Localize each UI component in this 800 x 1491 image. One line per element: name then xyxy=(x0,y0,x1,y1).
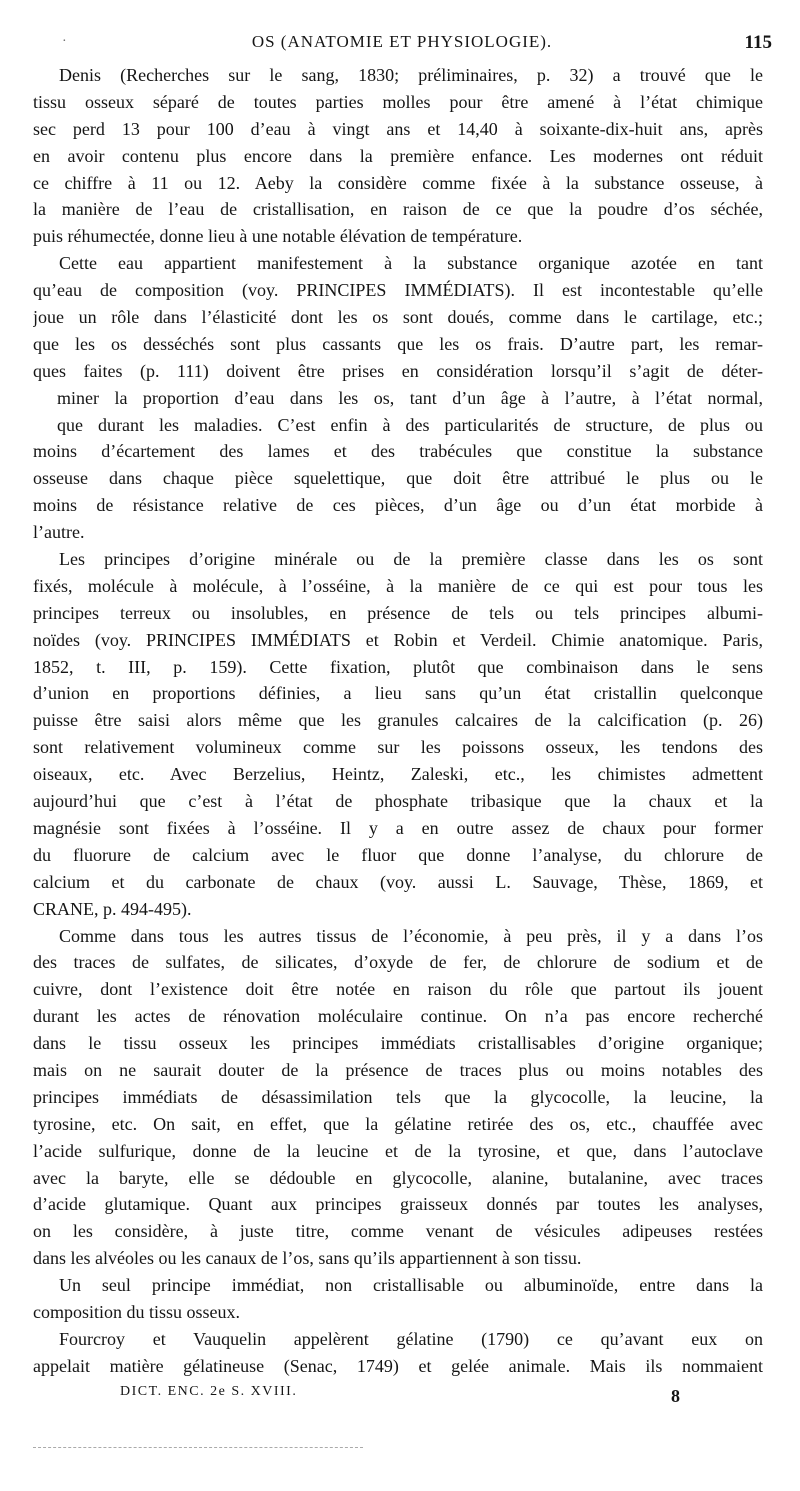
text-line: l’acide sulfurique, donne de la leucine et de la tyrosine, et que, dans l’autoclave xyxy=(33,1140,763,1161)
text-line: cuivre, dont l’existence doit être notée en raison du rôle que partout ils jouent xyxy=(33,979,763,1000)
running-header xyxy=(32,32,772,56)
text-line: moins de résistance relative de ces pièces, d’un âge ou d’un état morbide à xyxy=(33,495,763,516)
text-line: noïdes (voy. PRINCIPES IMMÉDIATS et Robin et Verdeil. Chimie anatomique. Paris, xyxy=(33,629,763,650)
text-line: du fluorure de calcium avec le fluor que donne l’analyse, du chlorure de xyxy=(33,844,763,865)
page-number: 115 xyxy=(744,32,772,53)
text-line: tyrosine, etc. On sait, en effet, que la gélatine retirée des os, etc., chauffée avec xyxy=(33,1113,763,1134)
text-line: la manière de l’eau de cristallisation, en raison de ce que la poudre d’os séchée, xyxy=(33,199,763,220)
text-line: oiseaux, etc. Avec Berzelius, Heintz, Zaleski, etc., les chimistes admettent xyxy=(33,764,763,785)
text-line: calcium et du carbonate de chaux (voy. aussi L. Sauvage, Thèse, 1869, et xyxy=(33,871,763,892)
text-line: dans les alvéoles ou les canaux de l’os, sans qu’ils appartiennent à son tissu. xyxy=(33,1248,582,1269)
page-footer xyxy=(120,1380,680,1410)
text-line: sec perd 13 pour 100 d’eau à vingt ans et 14,40 à soixante-dix-huit ans, après xyxy=(33,118,763,139)
text-line: tissu osseux séparé de toutes parties molles pour être amené à l’état chimique xyxy=(33,91,763,112)
text-line: puisse être saisi alors même que les granules calcaires de la calcification (p. 26) xyxy=(33,710,763,731)
text-line: qu’eau de composition (voy. PRINCIPES IMMÉDIATS). Il est incontestable qu’elle xyxy=(33,280,763,301)
text-line: moins d’écartement des lames et des trabécules que constitue la substance xyxy=(33,441,763,462)
header-dot: · xyxy=(62,34,67,49)
text-line: on les considère, à juste titre, comme venant de vésicules adipeuses restées xyxy=(33,1221,763,1242)
text-line: Comme dans tous les autres tissus de l’économie, à peu près, il y a dans l’os xyxy=(59,925,763,946)
text-line: Fourcroy et Vauquelin appelèrent gélatine (1790) ce qu’avant eux on xyxy=(59,1328,763,1349)
running-title: OS (ANATOMIE ET PHYSIOLOGIE). xyxy=(251,32,553,51)
text-line: Cette eau appartient manifestement à la substance organique azotée en tant xyxy=(59,253,763,274)
text-line: l’autre. xyxy=(33,522,85,543)
text-line: dans le tissu osseux les principes immédiats cristallisables d’origine organique; xyxy=(33,1033,763,1054)
text-line: ques faites (p. 111) doivent être prises en considération lorsqu’il s’agit de déter- xyxy=(33,360,763,381)
text-line: mais on ne saurait douter de la présence de traces plus ou moins notables des xyxy=(33,1059,763,1080)
text-line: sont relativement volumineux comme sur les poissons osseux, les tendons des xyxy=(33,737,763,758)
text-line: composition du tissu osseux. xyxy=(33,1301,241,1322)
text-line: des traces de sulfates, de silicates, d’oxyde de fer, de chlorure de sodium et de xyxy=(33,952,763,973)
text-line: osseuse dans chaque pièce squelettique, que doit être attribué le plus ou le xyxy=(33,468,763,489)
text-line: CRANE, p. 494-495). xyxy=(33,898,192,919)
text-line: appelait matière gélatineuse (Senac, 1749) et gelée animale. Mais ils nommaient xyxy=(33,1355,763,1376)
signature-mark: 8 xyxy=(671,1386,680,1406)
signature-line: DICT. ENC. 2e S. XVIII. xyxy=(120,1384,298,1399)
text-line: miner la proportion d’eau dans les os, tant d’un âge à l’autre, à l’état normal, xyxy=(57,387,763,408)
text-line: durant les actes de rénovation moléculaire continue. On n’a pas encore recherché xyxy=(33,1006,763,1027)
text-line: ce chiffre à 11 ou 12. Aeby la considère comme fixée à la substance osseuse, à xyxy=(33,172,763,193)
text-line: Un seul principe immédiat, non cristallisable ou albuminoïde, entre dans la xyxy=(59,1275,763,1296)
text-line: joue un rôle dans l’élasticité dont les os sont doués, comme dans le cartilage, etc.; xyxy=(33,307,763,328)
text-line: en avoir contenu plus encore dans la première enfance. Les modernes ont réduit xyxy=(33,145,763,166)
text-line: principes immédiats de désassimilation tels que la glycocolle, la leucine, la xyxy=(33,1086,763,1107)
text-line: magnésie sont fixées à l’osséine. Il y a en outre assez de chaux pour former xyxy=(33,817,763,838)
text-line: puis réhumectée, donne lieu à une notable élévation de température. xyxy=(33,226,523,247)
text-line: Denis (Recherches sur le sang, 1830; préliminaires, p. 32) a trouvé que le xyxy=(59,65,763,85)
text-line: d’union en proportions définies, a lieu sans qu’un état cristallin quelconque xyxy=(33,683,763,704)
text-line: principes terreux ou insolubles, en présence de tels ou tels principes albumi- xyxy=(33,602,763,623)
bottom-rule xyxy=(33,1447,363,1448)
text-line: que durant les maladies. C’est enfin à des particularités de structure, de plus ou xyxy=(57,414,763,435)
text-line: aujourd’hui que c’est à l’état de phosphate tribasique que la chaux et la xyxy=(33,791,763,812)
text-line: d’acide glutamique. Quant aux principes graisseux donnés par toutes les analyses, xyxy=(33,1194,763,1215)
text-line: fixés, molécule à molécule, à l’osséine, à la manière de ce qui est pour tous les xyxy=(33,575,763,596)
text-line: 1852, t. III, p. 159). Cette fixation, plutôt que combinaison dans le sens xyxy=(33,656,763,677)
text-line: Les principes d’origine minérale ou de la première classe dans les os sont xyxy=(59,549,763,570)
text-line: que les os desséchés sont plus cassants que les os frais. D’autre part, les remar- xyxy=(33,333,763,354)
text-body xyxy=(33,62,763,1380)
text-line: avec la baryte, elle se dédouble en glycocolle, alanine, butalanine, avec traces xyxy=(33,1167,763,1188)
